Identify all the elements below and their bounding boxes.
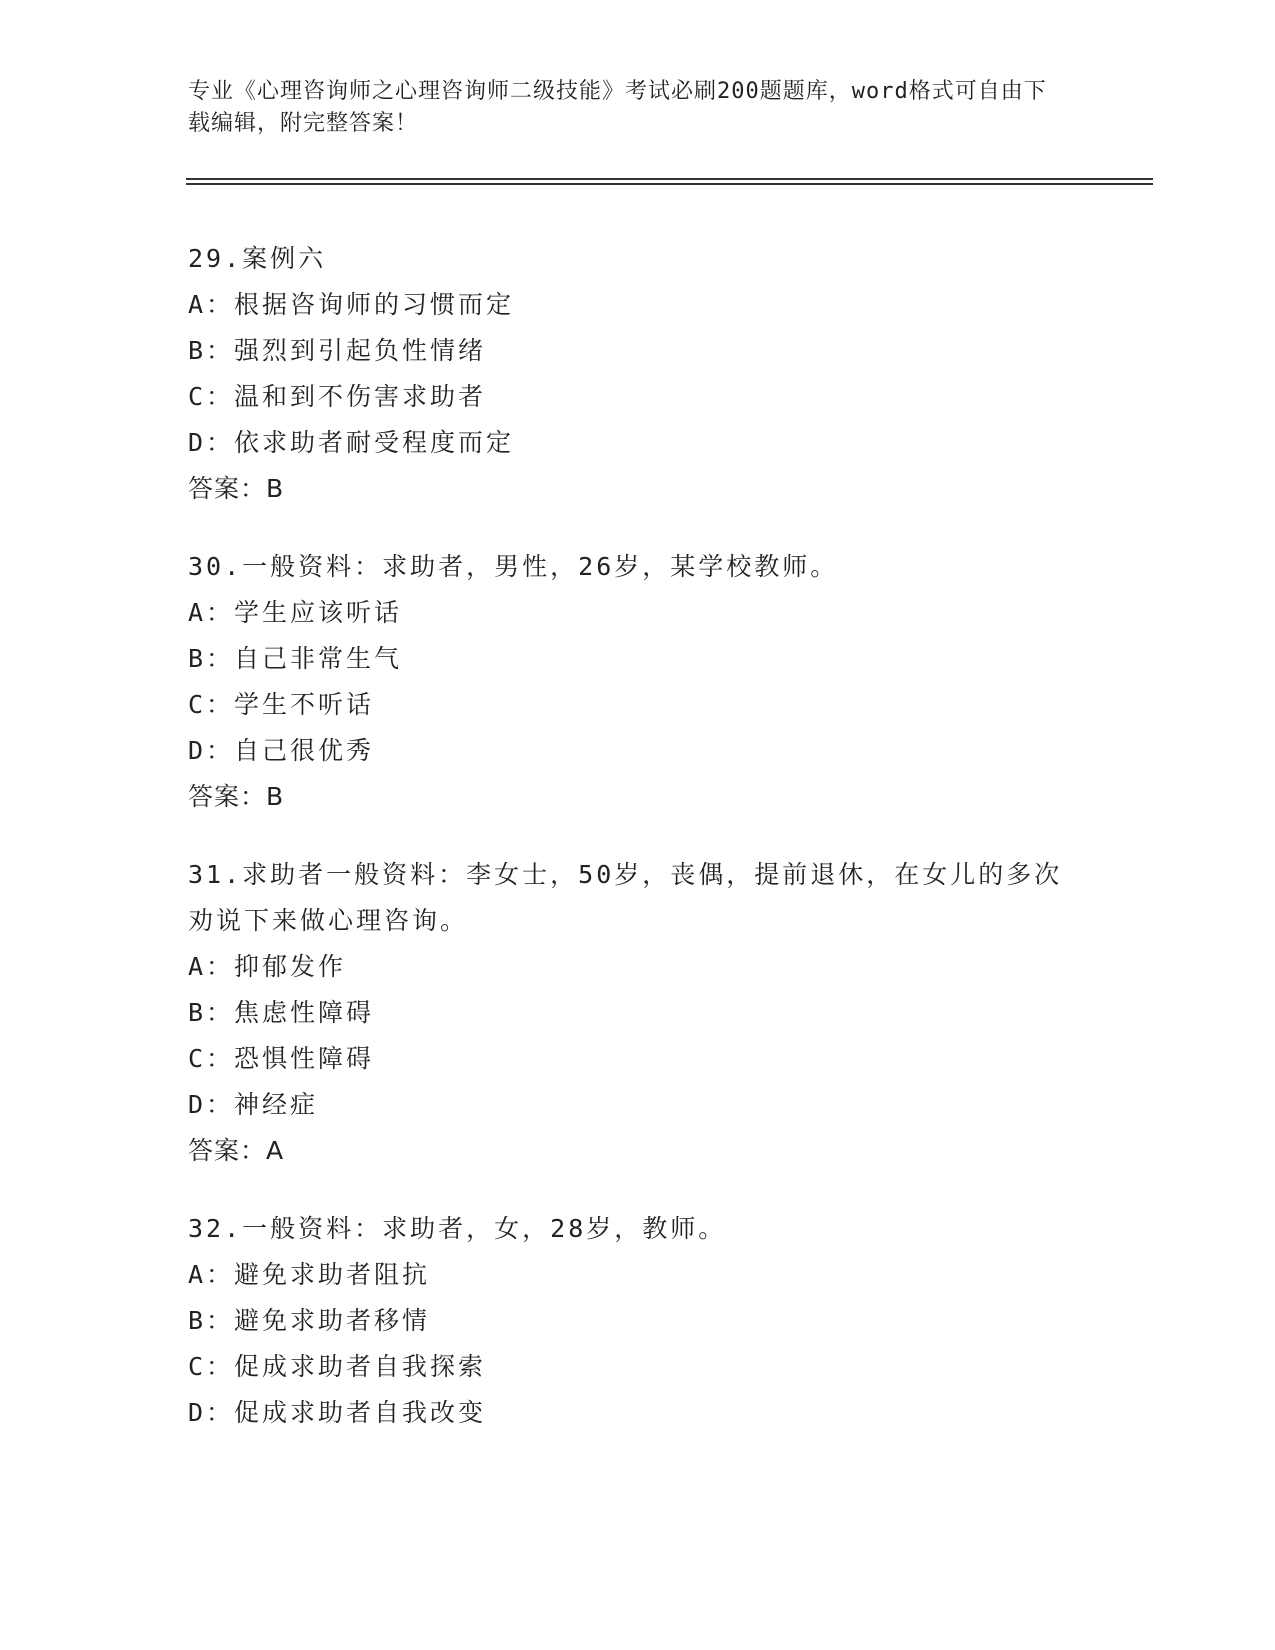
question-stem: 29.案例六: [188, 244, 327, 273]
question-31: [188, 852, 1088, 1174]
option-d: D：依求助者耐受程度而定: [188, 428, 515, 457]
question-stem: 30.一般资料：求助者，男性，26岁，某学校教师。: [188, 552, 839, 581]
question-list: [188, 236, 1088, 1468]
option-a: A：根据咨询师的习惯而定: [188, 290, 515, 319]
question-29: [188, 236, 1088, 512]
document-header: 专业《心理咨询师之心理咨询师二级技能》考试必刷200题题库，word格式可自由下载编辑，附完整答案！: [188, 79, 1047, 136]
option-b: B：焦虑性障碍: [188, 998, 375, 1027]
question-32: [188, 1206, 1088, 1436]
option-d: D：神经症: [188, 1090, 319, 1119]
answer-line: 答案：B: [188, 474, 285, 503]
option-b: B：避免求助者移情: [188, 1306, 431, 1335]
question-30: [188, 544, 1088, 820]
option-c: C：温和到不伤害求助者: [188, 382, 487, 411]
header-divider-bottom: [186, 183, 1153, 185]
option-a: A：抑郁发作: [188, 952, 347, 981]
question-stem: 32.一般资料：求助者，女，28岁，教师。: [188, 1214, 727, 1243]
option-b: B：自己非常生气: [188, 644, 403, 673]
option-a: A：学生应该听话: [188, 598, 403, 627]
question-stem: 31.求助者一般资料：李女士，50岁，丧偶，提前退休，在女儿的多次劝说下来做心理咨询。: [188, 860, 1063, 935]
option-c: C：恐惧性障碍: [188, 1044, 375, 1073]
option-a: A：避免求助者阻抗: [188, 1260, 431, 1289]
answer-line: 答案：B: [188, 782, 285, 811]
option-c: C：学生不听话: [188, 690, 375, 719]
answer-line: 答案：A: [188, 1136, 285, 1165]
option-c: C：促成求助者自我探索: [188, 1352, 487, 1381]
option-d: D：自己很优秀: [188, 736, 375, 765]
option-d: D：促成求助者自我改变: [188, 1398, 487, 1427]
header-divider-top: [186, 178, 1153, 180]
option-b: B：强烈到引起负性情绪: [188, 336, 487, 365]
